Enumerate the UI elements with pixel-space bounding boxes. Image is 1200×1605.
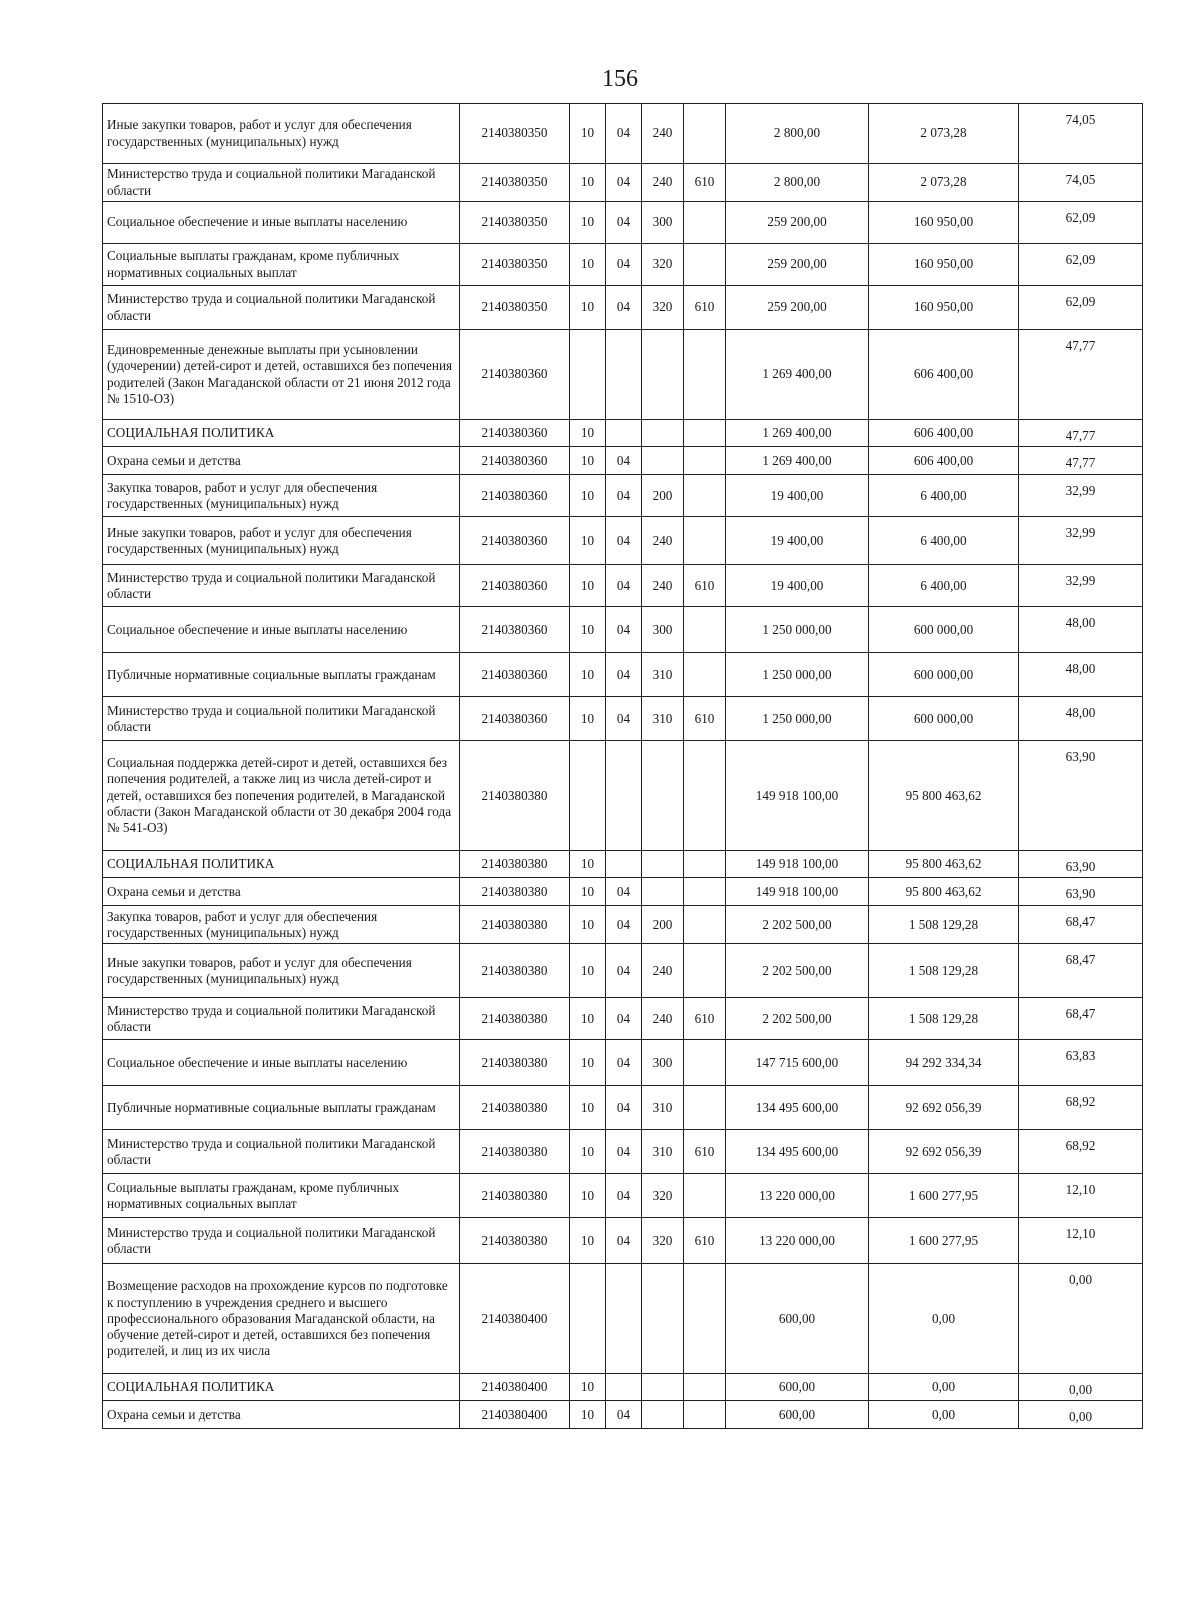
row-fact-cell: 600 000,00 [869, 653, 1019, 697]
row-csr-cell: 2140380400 [460, 1264, 570, 1374]
row-grbs-cell [684, 878, 726, 906]
row-plan-cell: 600,00 [726, 1264, 869, 1374]
row-csr-cell: 2140380360 [460, 565, 570, 607]
row-expense-type-cell: 320 [642, 286, 684, 330]
row-subsection-cell [606, 1264, 642, 1374]
row-percent-cell: 63,90 [1019, 878, 1143, 906]
row-percent-cell: 47,77 [1019, 420, 1143, 447]
row-percent-cell: 32,99 [1019, 475, 1143, 517]
row-grbs-cell [684, 653, 726, 697]
row-plan-cell: 19 400,00 [726, 517, 869, 565]
row-fact-cell: 160 950,00 [869, 286, 1019, 330]
row-section-cell: 10 [570, 1086, 606, 1130]
row-subsection-cell: 04 [606, 607, 642, 653]
row-expense-type-cell: 240 [642, 104, 684, 164]
row-section-cell: 10 [570, 851, 606, 878]
row-subsection-cell: 04 [606, 202, 642, 244]
row-name-cell: Министерство труда и социальной политики Магаданской области [103, 1130, 460, 1174]
row-expense-type-cell: 310 [642, 697, 684, 741]
row-fact-cell: 92 692 056,39 [869, 1086, 1019, 1130]
row-subsection-cell: 04 [606, 998, 642, 1040]
row-subsection-cell: 04 [606, 104, 642, 164]
row-section-cell [570, 741, 606, 851]
row-subsection-cell: 04 [606, 878, 642, 906]
row-percent-cell: 63,83 [1019, 1040, 1143, 1086]
row-plan-cell: 2 202 500,00 [726, 906, 869, 944]
row-percent-cell: 74,05 [1019, 164, 1143, 202]
row-subsection-cell: 04 [606, 565, 642, 607]
row-expense-type-cell [642, 330, 684, 420]
row-expense-type-cell: 320 [642, 1174, 684, 1218]
row-percent-cell: 74,05 [1019, 104, 1143, 164]
table-row [103, 164, 1143, 202]
row-fact-cell: 160 950,00 [869, 202, 1019, 244]
row-fact-cell: 160 950,00 [869, 244, 1019, 286]
row-expense-type-cell [642, 851, 684, 878]
row-fact-cell: 0,00 [869, 1374, 1019, 1401]
table-row [103, 1264, 1143, 1374]
table-row [103, 1401, 1143, 1429]
row-csr-cell: 2140380350 [460, 244, 570, 286]
row-fact-cell: 95 800 463,62 [869, 878, 1019, 906]
row-expense-type-cell [642, 420, 684, 447]
row-csr-cell: 2140380380 [460, 944, 570, 998]
row-percent-cell: 0,00 [1019, 1264, 1143, 1374]
row-fact-cell: 95 800 463,62 [869, 851, 1019, 878]
row-percent-cell: 47,77 [1019, 330, 1143, 420]
row-expense-type-cell: 240 [642, 944, 684, 998]
row-expense-type-cell: 200 [642, 475, 684, 517]
row-expense-type-cell: 300 [642, 202, 684, 244]
row-section-cell: 10 [570, 475, 606, 517]
row-grbs-cell [684, 517, 726, 565]
row-section-cell: 10 [570, 998, 606, 1040]
row-expense-type-cell [642, 741, 684, 851]
row-plan-cell: 259 200,00 [726, 244, 869, 286]
row-csr-cell: 2140380400 [460, 1374, 570, 1401]
row-name-cell: Закупка товаров, работ и услуг для обеспечения государственных (муниципальных) нужд [103, 906, 460, 944]
row-plan-cell: 19 400,00 [726, 475, 869, 517]
row-expense-type-cell: 240 [642, 998, 684, 1040]
row-plan-cell: 134 495 600,00 [726, 1130, 869, 1174]
row-subsection-cell: 04 [606, 906, 642, 944]
row-section-cell: 10 [570, 517, 606, 565]
row-percent-cell: 48,00 [1019, 607, 1143, 653]
row-subsection-cell [606, 851, 642, 878]
row-fact-cell: 606 400,00 [869, 420, 1019, 447]
row-grbs-cell: 610 [684, 164, 726, 202]
row-name-cell: Публичные нормативные социальные выплаты гражданам [103, 653, 460, 697]
table-row [103, 447, 1143, 475]
row-percent-cell: 62,09 [1019, 244, 1143, 286]
row-plan-cell: 1 250 000,00 [726, 607, 869, 653]
row-plan-cell: 2 800,00 [726, 104, 869, 164]
row-expense-type-cell: 240 [642, 164, 684, 202]
table-row [103, 878, 1143, 906]
row-expense-type-cell [642, 878, 684, 906]
table-row [103, 944, 1143, 998]
row-name-cell: Социальное обеспечение и иные выплаты населению [103, 1040, 460, 1086]
row-grbs-cell [684, 1174, 726, 1218]
row-percent-cell: 48,00 [1019, 697, 1143, 741]
row-grbs-cell [684, 607, 726, 653]
row-grbs-cell [684, 447, 726, 475]
row-section-cell: 10 [570, 447, 606, 475]
row-name-cell: Министерство труда и социальной политики Магаданской области [103, 286, 460, 330]
budget-table [102, 103, 1143, 1429]
row-csr-cell: 2140380350 [460, 286, 570, 330]
row-name-cell: Публичные нормативные социальные выплаты гражданам [103, 1086, 460, 1130]
row-subsection-cell [606, 741, 642, 851]
row-csr-cell: 2140380350 [460, 202, 570, 244]
row-section-cell: 10 [570, 420, 606, 447]
row-subsection-cell [606, 330, 642, 420]
table-row [103, 1374, 1143, 1401]
row-subsection-cell: 04 [606, 164, 642, 202]
row-grbs-cell [684, 1040, 726, 1086]
row-grbs-cell: 610 [684, 1218, 726, 1264]
row-section-cell: 10 [570, 906, 606, 944]
row-section-cell: 10 [570, 1374, 606, 1401]
row-name-cell: Охрана семьи и детства [103, 1401, 460, 1429]
row-csr-cell: 2140380380 [460, 1130, 570, 1174]
row-section-cell: 10 [570, 1218, 606, 1264]
table-row [103, 1218, 1143, 1264]
row-expense-type-cell [642, 1264, 684, 1374]
row-grbs-cell: 610 [684, 1130, 726, 1174]
row-plan-cell: 134 495 600,00 [726, 1086, 869, 1130]
row-percent-cell: 48,00 [1019, 653, 1143, 697]
row-grbs-cell: 610 [684, 697, 726, 741]
row-name-cell: Единовременные денежные выплаты при усыновлении (удочерении) детей-сирот и детей, оставшихся без попечения родителей (Закон Магаданской области от 21 июня 2012 года № 1510-ОЗ) [103, 330, 460, 420]
row-fact-cell: 6 400,00 [869, 517, 1019, 565]
row-csr-cell: 2140380380 [460, 1174, 570, 1218]
row-csr-cell: 2140380380 [460, 741, 570, 851]
row-expense-type-cell: 310 [642, 653, 684, 697]
table-row [103, 475, 1143, 517]
row-name-cell: Охрана семьи и детства [103, 447, 460, 475]
row-percent-cell: 32,99 [1019, 517, 1143, 565]
row-subsection-cell [606, 420, 642, 447]
row-csr-cell: 2140380380 [460, 1086, 570, 1130]
row-expense-type-cell: 320 [642, 244, 684, 286]
row-csr-cell: 2140380360 [460, 447, 570, 475]
row-expense-type-cell: 200 [642, 906, 684, 944]
row-fact-cell: 6 400,00 [869, 475, 1019, 517]
row-expense-type-cell: 300 [642, 607, 684, 653]
row-section-cell: 10 [570, 697, 606, 741]
table-body [103, 104, 1143, 1429]
row-grbs-cell [684, 1086, 726, 1130]
row-subsection-cell: 04 [606, 517, 642, 565]
row-grbs-cell [684, 906, 726, 944]
row-fact-cell: 0,00 [869, 1401, 1019, 1429]
row-subsection-cell: 04 [606, 653, 642, 697]
row-percent-cell: 68,47 [1019, 906, 1143, 944]
row-csr-cell: 2140380380 [460, 851, 570, 878]
row-grbs-cell [684, 1264, 726, 1374]
table-row [103, 741, 1143, 851]
row-plan-cell: 2 202 500,00 [726, 998, 869, 1040]
row-name-cell: Иные закупки товаров, работ и услуг для обеспечения государственных (муниципальных) нужд [103, 944, 460, 998]
table-row [103, 697, 1143, 741]
table-row [103, 244, 1143, 286]
row-csr-cell: 2140380350 [460, 104, 570, 164]
table-row [103, 565, 1143, 607]
row-plan-cell: 13 220 000,00 [726, 1218, 869, 1264]
row-plan-cell: 1 269 400,00 [726, 330, 869, 420]
row-plan-cell: 1 269 400,00 [726, 420, 869, 447]
row-grbs-cell [684, 475, 726, 517]
row-percent-cell: 63,90 [1019, 741, 1143, 851]
row-subsection-cell: 04 [606, 447, 642, 475]
row-expense-type-cell: 310 [642, 1130, 684, 1174]
row-csr-cell: 2140380380 [460, 1040, 570, 1086]
row-csr-cell: 2140380380 [460, 998, 570, 1040]
row-fact-cell: 1 508 129,28 [869, 944, 1019, 998]
row-name-cell: СОЦИАЛЬНАЯ ПОЛИТИКА [103, 420, 460, 447]
row-csr-cell: 2140380360 [460, 420, 570, 447]
row-section-cell: 10 [570, 565, 606, 607]
row-section-cell: 10 [570, 286, 606, 330]
row-fact-cell: 95 800 463,62 [869, 741, 1019, 851]
row-plan-cell: 149 918 100,00 [726, 741, 869, 851]
table-row [103, 1040, 1143, 1086]
row-section-cell [570, 1264, 606, 1374]
row-grbs-cell: 610 [684, 565, 726, 607]
row-percent-cell: 32,99 [1019, 565, 1143, 607]
row-name-cell: Социальные выплаты гражданам, кроме публичных нормативных социальных выплат [103, 244, 460, 286]
row-percent-cell: 68,47 [1019, 998, 1143, 1040]
row-grbs-cell [684, 104, 726, 164]
row-subsection-cell: 04 [606, 1086, 642, 1130]
row-grbs-cell [684, 944, 726, 998]
row-section-cell: 10 [570, 164, 606, 202]
row-name-cell: СОЦИАЛЬНАЯ ПОЛИТИКА [103, 851, 460, 878]
row-subsection-cell: 04 [606, 1040, 642, 1086]
table-row [103, 851, 1143, 878]
row-fact-cell: 1 600 277,95 [869, 1218, 1019, 1264]
row-grbs-cell: 610 [684, 998, 726, 1040]
row-subsection-cell: 04 [606, 944, 642, 998]
row-section-cell: 10 [570, 1174, 606, 1218]
row-name-cell: Иные закупки товаров, работ и услуг для обеспечения государственных (муниципальных) нужд [103, 517, 460, 565]
row-plan-cell: 2 800,00 [726, 164, 869, 202]
row-name-cell: Министерство труда и социальной политики Магаданской области [103, 998, 460, 1040]
row-plan-cell: 600,00 [726, 1374, 869, 1401]
row-fact-cell: 606 400,00 [869, 330, 1019, 420]
row-section-cell [570, 330, 606, 420]
row-grbs-cell: 610 [684, 286, 726, 330]
row-expense-type-cell [642, 1374, 684, 1401]
row-csr-cell: 2140380400 [460, 1401, 570, 1429]
row-percent-cell: 0,00 [1019, 1401, 1143, 1429]
row-plan-cell: 1 269 400,00 [726, 447, 869, 475]
table-row [103, 286, 1143, 330]
row-percent-cell: 68,92 [1019, 1130, 1143, 1174]
row-fact-cell: 0,00 [869, 1264, 1019, 1374]
table-row [103, 1174, 1143, 1218]
table-row [103, 653, 1143, 697]
row-subsection-cell: 04 [606, 475, 642, 517]
row-csr-cell: 2140380360 [460, 697, 570, 741]
row-fact-cell: 2 073,28 [869, 164, 1019, 202]
row-name-cell: Социальное обеспечение и иные выплаты населению [103, 202, 460, 244]
row-percent-cell: 68,47 [1019, 944, 1143, 998]
row-subsection-cell: 04 [606, 1218, 642, 1264]
row-plan-cell: 149 918 100,00 [726, 851, 869, 878]
row-fact-cell: 6 400,00 [869, 565, 1019, 607]
row-fact-cell: 2 073,28 [869, 104, 1019, 164]
row-subsection-cell: 04 [606, 244, 642, 286]
row-percent-cell: 12,10 [1019, 1174, 1143, 1218]
row-plan-cell: 259 200,00 [726, 286, 869, 330]
table-row [103, 906, 1143, 944]
row-csr-cell: 2140380380 [460, 906, 570, 944]
row-csr-cell: 2140380350 [460, 164, 570, 202]
row-section-cell: 10 [570, 104, 606, 164]
row-name-cell: Возмещение расходов на прохождение курсов по подготовке к поступлению в учреждения среднего и высшего профессионального образования Магаданской области, на обучение детей-сирот и детей, оставшихся без попечения родителей, и лиц из их числа [103, 1264, 460, 1374]
row-section-cell: 10 [570, 607, 606, 653]
row-plan-cell: 2 202 500,00 [726, 944, 869, 998]
row-name-cell: Охрана семьи и детства [103, 878, 460, 906]
table-row [103, 517, 1143, 565]
row-expense-type-cell: 240 [642, 517, 684, 565]
page-number: 156 [602, 66, 638, 92]
row-name-cell: СОЦИАЛЬНАЯ ПОЛИТИКА [103, 1374, 460, 1401]
row-expense-type-cell: 240 [642, 565, 684, 607]
row-fact-cell: 600 000,00 [869, 607, 1019, 653]
row-section-cell: 10 [570, 244, 606, 286]
row-name-cell: Министерство труда и социальной политики Магаданской области [103, 565, 460, 607]
row-csr-cell: 2140380380 [460, 878, 570, 906]
row-section-cell: 10 [570, 1401, 606, 1429]
table-row [103, 607, 1143, 653]
row-section-cell: 10 [570, 653, 606, 697]
row-fact-cell: 94 292 334,34 [869, 1040, 1019, 1086]
row-csr-cell: 2140380360 [460, 330, 570, 420]
row-percent-cell: 47,77 [1019, 447, 1143, 475]
row-section-cell: 10 [570, 944, 606, 998]
row-subsection-cell: 04 [606, 1130, 642, 1174]
row-fact-cell: 1 508 129,28 [869, 998, 1019, 1040]
row-name-cell: Министерство труда и социальной политики Магаданской области [103, 1218, 460, 1264]
table-row [103, 420, 1143, 447]
row-name-cell: Министерство труда и социальной политики Магаданской области [103, 164, 460, 202]
row-plan-cell: 19 400,00 [726, 565, 869, 607]
row-expense-type-cell: 320 [642, 1218, 684, 1264]
row-grbs-cell [684, 1374, 726, 1401]
row-name-cell: Социальные выплаты гражданам, кроме публичных нормативных социальных выплат [103, 1174, 460, 1218]
row-percent-cell: 12,10 [1019, 1218, 1143, 1264]
row-subsection-cell: 04 [606, 697, 642, 741]
row-name-cell: Социальная поддержка детей-сирот и детей, оставшихся без попечения родителей, а также лиц из числа детей-сирот и детей, оставшихся без попечения родителей, в Магаданской области (Закон Магаданской области от 30 декабря 2004 года № 541-ОЗ) [103, 741, 460, 851]
row-subsection-cell: 04 [606, 286, 642, 330]
row-section-cell: 10 [570, 878, 606, 906]
row-section-cell: 10 [570, 202, 606, 244]
row-name-cell: Социальное обеспечение и иные выплаты населению [103, 607, 460, 653]
row-section-cell: 10 [570, 1040, 606, 1086]
row-name-cell: Закупка товаров, работ и услуг для обеспечения государственных (муниципальных) нужд [103, 475, 460, 517]
row-percent-cell: 63,90 [1019, 851, 1143, 878]
row-name-cell: Иные закупки товаров, работ и услуг для обеспечения государственных (муниципальных) нужд [103, 104, 460, 164]
row-plan-cell: 13 220 000,00 [726, 1174, 869, 1218]
row-percent-cell: 62,09 [1019, 202, 1143, 244]
row-fact-cell: 92 692 056,39 [869, 1130, 1019, 1174]
row-expense-type-cell: 300 [642, 1040, 684, 1086]
table-row [103, 1086, 1143, 1130]
row-percent-cell: 62,09 [1019, 286, 1143, 330]
table-row [103, 998, 1143, 1040]
row-grbs-cell [684, 741, 726, 851]
row-fact-cell: 606 400,00 [869, 447, 1019, 475]
row-plan-cell: 1 250 000,00 [726, 697, 869, 741]
row-grbs-cell [684, 851, 726, 878]
table-row [103, 202, 1143, 244]
row-csr-cell: 2140380360 [460, 517, 570, 565]
row-csr-cell: 2140380380 [460, 1218, 570, 1264]
row-grbs-cell [684, 202, 726, 244]
row-grbs-cell [684, 1401, 726, 1429]
table-row [103, 330, 1143, 420]
row-plan-cell: 1 250 000,00 [726, 653, 869, 697]
row-expense-type-cell: 310 [642, 1086, 684, 1130]
row-plan-cell: 149 918 100,00 [726, 878, 869, 906]
row-plan-cell: 259 200,00 [726, 202, 869, 244]
row-percent-cell: 68,92 [1019, 1086, 1143, 1130]
row-section-cell: 10 [570, 1130, 606, 1174]
row-fact-cell: 600 000,00 [869, 697, 1019, 741]
row-subsection-cell [606, 1374, 642, 1401]
row-name-cell: Министерство труда и социальной политики Магаданской области [103, 697, 460, 741]
row-csr-cell: 2140380360 [460, 607, 570, 653]
row-expense-type-cell [642, 447, 684, 475]
row-fact-cell: 1 508 129,28 [869, 906, 1019, 944]
row-grbs-cell [684, 330, 726, 420]
row-subsection-cell: 04 [606, 1401, 642, 1429]
row-csr-cell: 2140380360 [460, 653, 570, 697]
row-grbs-cell [684, 244, 726, 286]
row-subsection-cell: 04 [606, 1174, 642, 1218]
row-grbs-cell [684, 420, 726, 447]
row-plan-cell: 147 715 600,00 [726, 1040, 869, 1086]
table-row [103, 1130, 1143, 1174]
row-fact-cell: 1 600 277,95 [869, 1174, 1019, 1218]
row-percent-cell: 0,00 [1019, 1374, 1143, 1401]
table-row [103, 104, 1143, 164]
row-csr-cell: 2140380360 [460, 475, 570, 517]
row-expense-type-cell [642, 1401, 684, 1429]
row-plan-cell: 600,00 [726, 1401, 869, 1429]
